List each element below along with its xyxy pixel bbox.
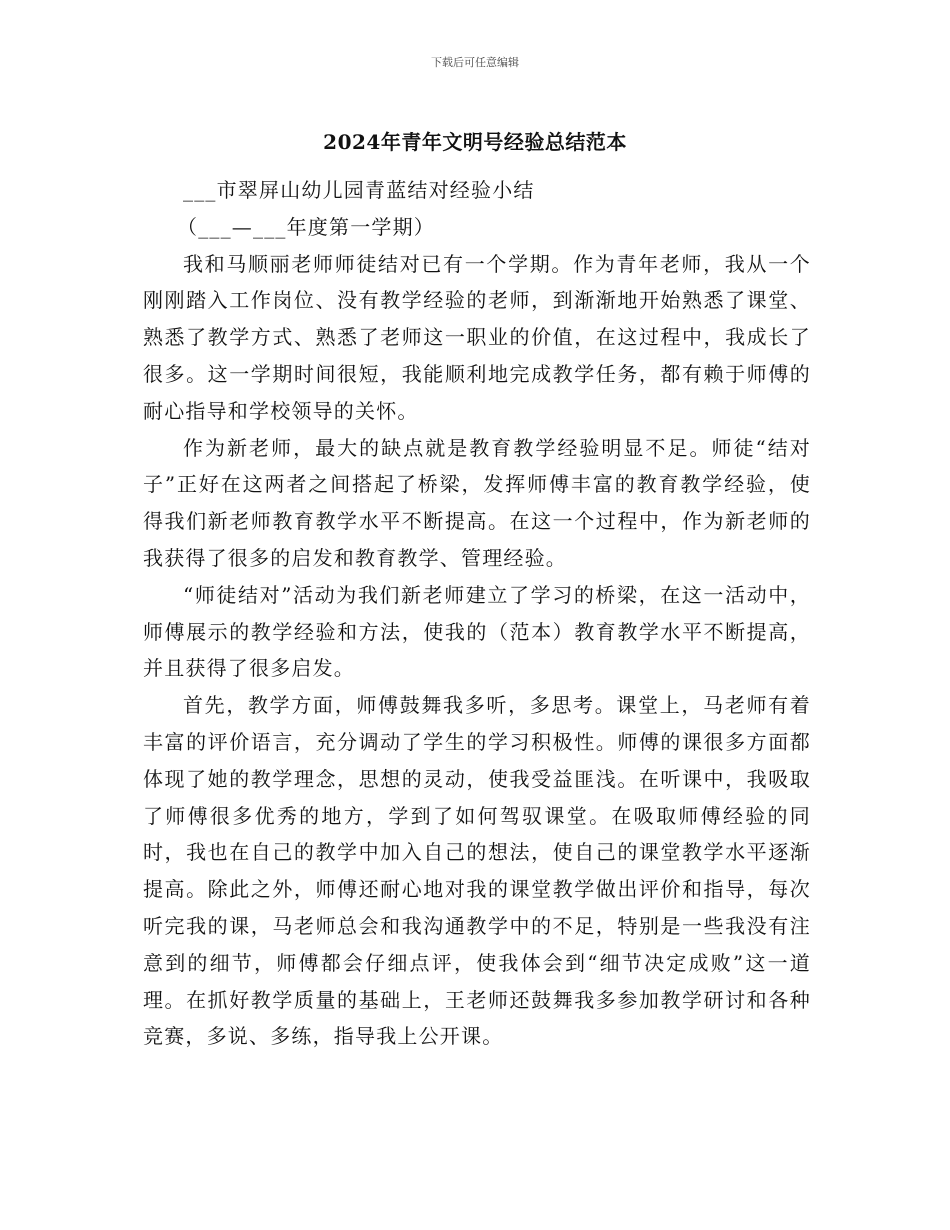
body-paragraph-4: 首先，教学方面，师傅鼓舞我多听，多思考。课堂上，马老师有着丰富的评价语言，充分调动了学生的学习积极性。师傅的课很多方面都体现了她的教学理念，思想的灵动，使我受益匪浅。在听课中，我吸取了师傅很多优秀的地方，学到了如何驾驭课堂。在吸取师傅经验的同时，我也在自己的教学中加入自己的想法，使自己的课堂教学水平逐渐提高。除此之外，师傅还耐心地对我的课堂教学做出评价和指导，每次听完我的课，马老师总会和我沟通教学中的不足，特别是一些我没有注意到的细节，师傅都会仔细点评，使我体会到“细节决定成败”这一道理。在抓好教学质量的基础上，王老师还鼓舞我多参加教学研讨和各种竞赛，多说、多练，指导我上公开课。 — [143, 693, 811, 1049]
document-subtitle: ___市翠屏山幼儿园青蓝结对经验小结 — [183, 178, 535, 202]
body-paragraph-2: 作为新老师，最大的缺点就是教育教学经验明显不足。师徒“结对子”正好在这两者之间搭起了桥梁，发挥师傅丰富的教育教学经验，使得我们新老师教育教学水平不断提高。在这一个过程中，作为新老师的我获得了很多的启发和教育教学、管理经验。 — [143, 435, 811, 570]
document-body — [143, 172, 811, 1055]
page-header-note: 下载后可任意编辑 — [431, 56, 519, 69]
document-term: （___—___年度第一学期） — [177, 214, 435, 239]
body-paragraph-3: “师徒结对”活动为我们新老师建立了学习的桥梁，在这一活动中，师傅展示的教学经验和方法，使我的（范本）教育教学水平不断提高，并且获得了很多启发。 — [143, 582, 811, 681]
body-paragraph-1: 我和马顺丽老师师徒结对已有一个学期。作为青年老师，我从一个刚刚踏入工作岗位、没有教学经验的老师，到渐渐地开始熟悉了课堂、熟悉了教学方式、熟悉了老师这一职业的价值，在这过程中，我成长了很多。这一学期时间很短，我能顺利地完成教学任务，都有赖于师傅的耐心指导和学校领导的关怀。 — [143, 251, 811, 423]
document-title: 2024年青年文明号经验总结范本 — [323, 130, 627, 154]
